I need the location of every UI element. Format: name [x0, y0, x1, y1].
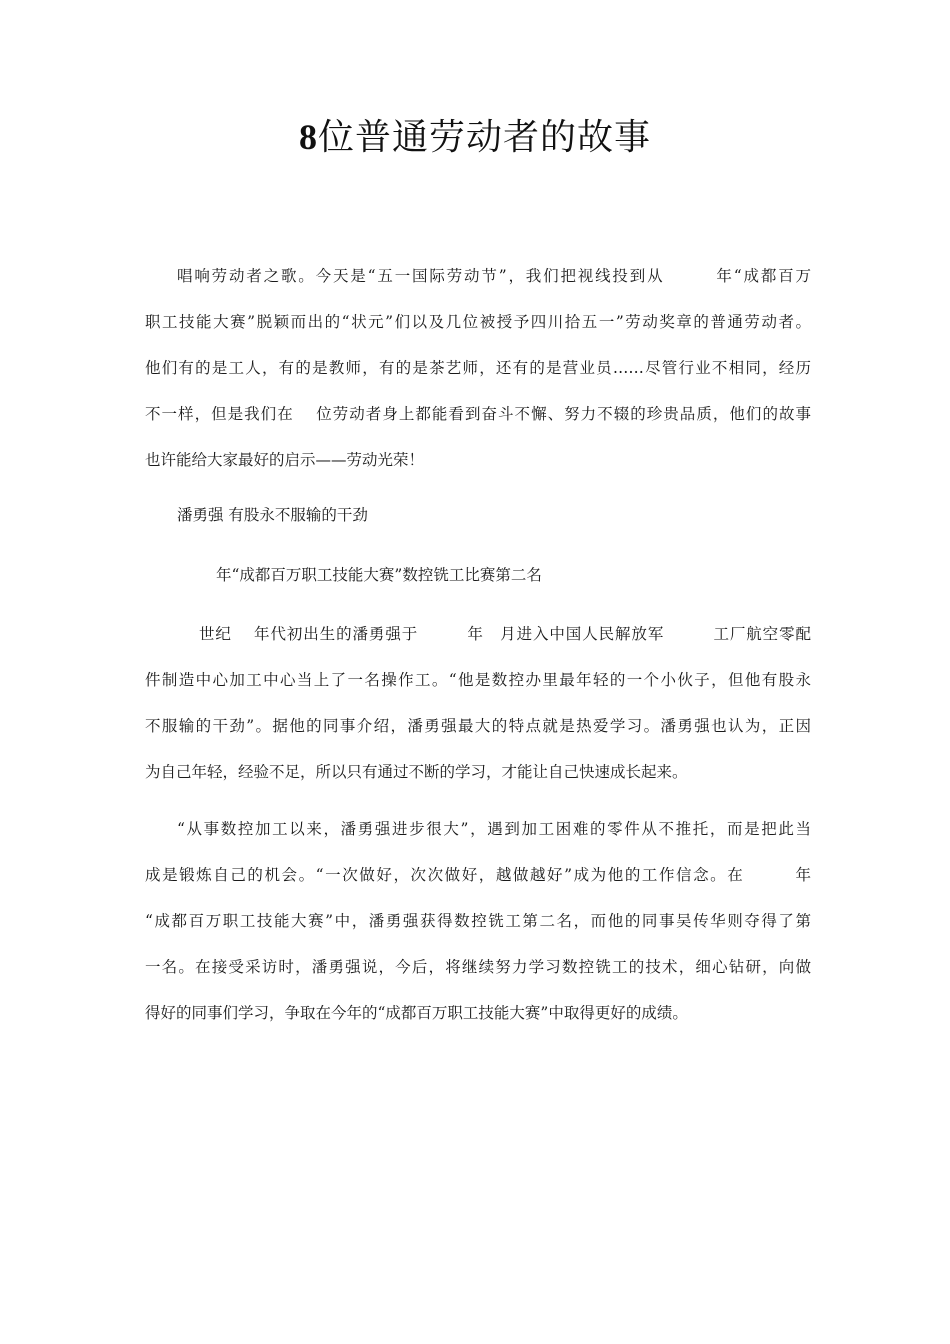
paragraph-line: 成是锻炼自己的机会。“一次做好，次次做好，越做越好”成为他的工作信念。在 年 — [145, 866, 811, 884]
paragraph-line: 得好的同事们学习，争取在今年的“成都百万职工技能大赛”中取得更好的成绩。 — [145, 1004, 688, 1022]
intro-paragraph — [145, 253, 811, 483]
paragraph-line: 一名。在接受采访时，潘勇强说，今后，将继续努力学习数控铣工的技术，细心钻研，向做 — [145, 958, 811, 976]
paragraph-line: 不服输的干劲”。据他的同事介绍，潘勇强最大的特点就是热爱学习。潘勇强也认为，正因 — [145, 717, 811, 735]
title-text: 位普通劳动者的故事 — [317, 117, 651, 158]
paragraph-line: 世纪 年代初出生的潘勇强于 年 月进入中国人民解放军 工厂航空零配 — [199, 625, 811, 643]
paragraph-line: 为自己年轻，经验不足，所以只有通过不断的学习，才能让自己快速成长起来。 — [145, 763, 688, 781]
intro-line: 职工技能大赛”脱颖而出的“状元”们以及几位被授予四川拾五一”劳动奖章的普通劳动者。 — [145, 313, 811, 331]
paragraph-2 — [145, 806, 811, 1036]
intro-line: 也许能给大家最好的启示——劳动光荣！ — [145, 451, 425, 469]
intro-line: 不一样，但是我们在 位劳动者身上都能看到奋斗不懈、努力不辍的珍贵品质，他们的故事 — [145, 405, 811, 423]
document-title — [0, 112, 950, 163]
paragraph-line: 件制造中心加工中心当上了一名操作工。“他是数控办里最年轻的一个小伙子，但他有股永 — [145, 671, 811, 689]
intro-line: 唱响劳动者之歌。今天是“五一国际劳动节”，我们把视线投到从 年“成都百万 — [177, 267, 811, 285]
title-number: 8 — [298, 117, 318, 157]
section-subheading: 年“成都百万职工技能大赛”数控铣工比赛第二名 — [216, 566, 542, 584]
section-heading: 潘勇强 有股永不服输的干劲 — [177, 506, 368, 524]
paragraph-line: “成都百万职工技能大赛”中，潘勇强获得数控铣工第二名，而他的同事吴传华则夺得了第 — [145, 912, 811, 930]
paragraph-line: “从事数控加工以来，潘勇强进步很大”，遇到加工困难的零件从不推托，而是把此当 — [177, 820, 811, 838]
paragraph-1 — [145, 611, 811, 795]
intro-line: 他们有的是工人，有的是教师，有的是茶艺师，还有的是营业员……尽管行业不相同，经历 — [145, 359, 811, 377]
